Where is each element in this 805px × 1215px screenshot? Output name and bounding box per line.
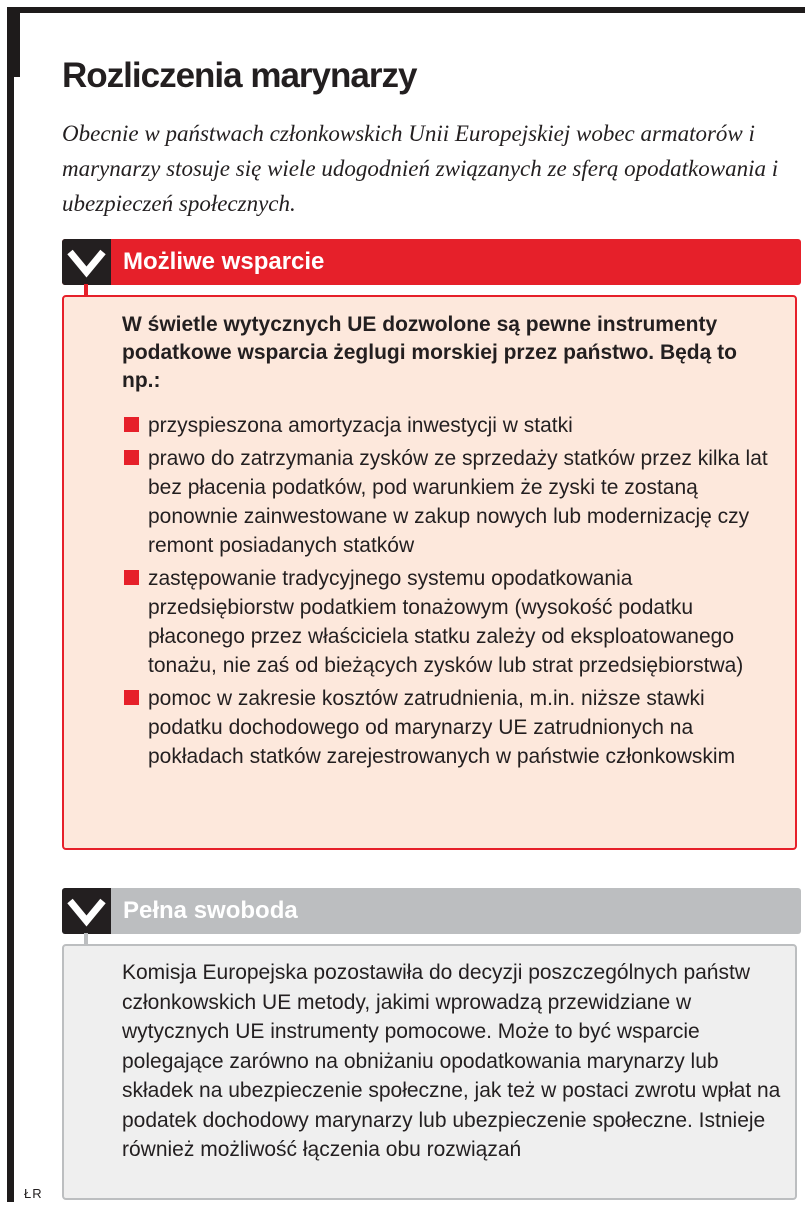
bullet-square-icon bbox=[124, 690, 139, 705]
bullet-square-icon bbox=[124, 417, 139, 432]
frame-left-rule bbox=[7, 7, 14, 1202]
list-item bbox=[122, 444, 782, 560]
bullet-square-icon bbox=[124, 450, 139, 465]
chevron-down-icon bbox=[62, 888, 111, 934]
bullet-square-icon bbox=[124, 570, 139, 585]
list-item-text: prawo do zatrzymania zysków ze sprzedaży statków przez kilka lat bez płacenia podatków, pod warunkiem że zyski te zostaną ponownie zainwestowane w zakup nowych lub modernizację czy remont posiadanych statków bbox=[148, 447, 768, 557]
frame-top-rule bbox=[7, 7, 805, 13]
page-title: Rozliczenia marynarzy bbox=[62, 56, 417, 95]
author-credit: ŁR bbox=[24, 1186, 43, 1201]
list-item-text: zastępowanie tradycyjnego systemu opodatkowania przedsiębiorstw podatkiem tonażowym (wysokość podatku płaconego przez właściciela statku zależy od eksploatowanego tonażu, nie zaś od bieżących zysków lub strat przedsiębiorstwa) bbox=[148, 567, 744, 677]
support-intro: W świetle wytycznych UE dozwolone są pewne instrumenty podatkowe wsparcia żeglugi morskiej przez państwo. Będą to np.: bbox=[122, 313, 737, 392]
list-item-text: pomoc w zakresie kosztów zatrudnienia, m.in. niższe stawki podatku dochodowego od marynarzy UE zatrudnionych na pokładach statków zarejestrowanych w państwie członkowskim bbox=[148, 687, 736, 768]
chevron-down-icon bbox=[62, 239, 111, 285]
section-heading: Możliwe wsparcie bbox=[123, 248, 325, 275]
list-item bbox=[122, 411, 782, 440]
list-item-text: przyspieszona amortyzacja inwestycji w statki bbox=[148, 414, 573, 437]
freedom-box bbox=[62, 944, 797, 1200]
section-heading: Pełna swoboda bbox=[123, 897, 298, 924]
support-list bbox=[122, 411, 782, 775]
list-item bbox=[122, 564, 782, 680]
section-header-mozliwe-wsparcie bbox=[62, 239, 801, 285]
support-box bbox=[62, 295, 797, 850]
section-header-pelna-swoboda bbox=[62, 888, 801, 934]
freedom-text: Komisja Europejska pozostawiła do decyzji poszczególnych państw członkowskich UE metody, jakimi wprowadzą przewidziane w wytycznych UE instrumenty pomocowe. Może to być wsparcie polegające zarówno na obniżaniu opodatkowania marynarzy lub składek na ubezpieczenie społeczne, jak też w postaci zwrotu wpłat na podatek dochodowy marynarzy lub ubezpieczenie społeczne. Istnieje również możliwość łączenia obu rozwiązań bbox=[122, 961, 781, 1161]
lead-paragraph: Obecnie w państwach członkowskich Unii Europejskiej wobec armatorów i marynarzy stosuje się wiele udogodnień związanych ze sferą opodatkowania i ubezpieczeń społecznych. bbox=[62, 121, 779, 216]
frame-corner bbox=[7, 7, 20, 77]
list-item bbox=[122, 684, 782, 771]
